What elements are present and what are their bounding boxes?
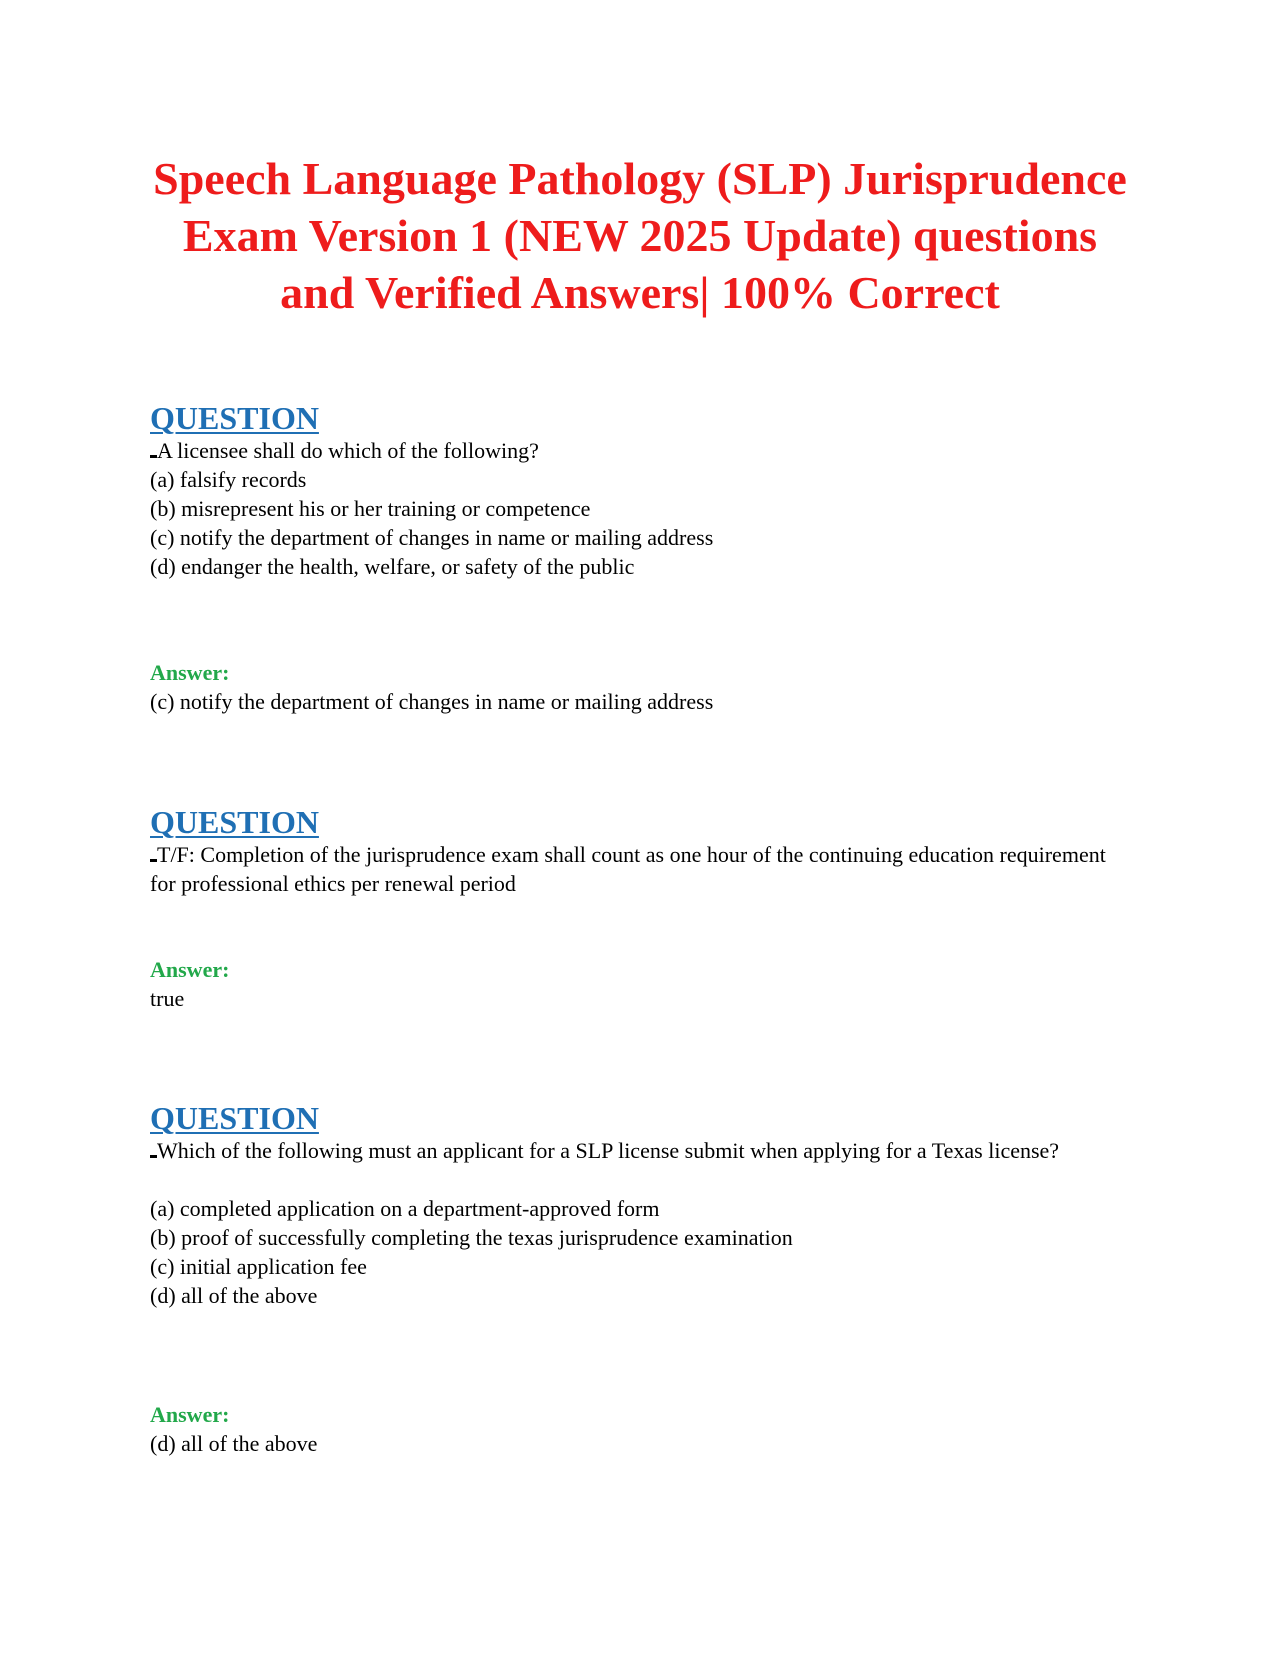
answer-blank-mark <box>150 440 157 458</box>
question-text-content: A licensee shall do which of the following? <box>157 438 539 463</box>
answer-blank-mark <box>150 844 157 862</box>
question-heading: QUESTION <box>150 1100 319 1136</box>
option-a: (a) completed application on a department-approved form <box>150 1196 660 1221</box>
option-d: (d) all of the above <box>150 1283 318 1308</box>
option-a: (a) falsify records <box>150 467 307 492</box>
answer-label: Answer: <box>150 1402 230 1427</box>
answer-label: Answer: <box>150 660 230 685</box>
question-block-1 <box>150 400 1130 581</box>
option-c: (c) notify the department of changes in name or mailing address <box>150 525 714 550</box>
option-d: (d) endanger the health, welfare, or safety of the public <box>150 554 635 579</box>
answer-blank-mark <box>150 1140 157 1158</box>
answer-text: (c) notify the department of changes in name or mailing address <box>150 689 714 714</box>
answer-label: Answer: <box>150 957 230 982</box>
option-b: (b) proof of successfully completing the texas jurisprudence examination <box>150 1225 793 1250</box>
question-text <box>150 840 1130 898</box>
answer-text: true <box>150 986 185 1011</box>
question-block-3 <box>150 1100 1130 1310</box>
question-text-content: T/F: Completion of the jurisprudence exam shall count as one hour of the continuing education requirement for professional ethics per renewal period <box>150 842 1106 896</box>
answer-block-3 <box>150 1400 1130 1458</box>
document-title: Speech Language Pathology (SLP) Jurisprudence Exam Version 1 (NEW 2025 Update) questions and Verified Answers| 100% Correct <box>153 153 1127 318</box>
spacer <box>150 1165 1130 1194</box>
question-heading: QUESTION <box>150 400 319 436</box>
option-c: (c) initial application fee <box>150 1254 367 1279</box>
question-heading: QUESTION <box>150 804 319 840</box>
question-text <box>150 1136 1130 1165</box>
answer-text: (d) all of the above <box>150 1431 318 1456</box>
answer-block-1 <box>150 658 1130 716</box>
option-b: (b) misrepresent his or her training or competence <box>150 496 591 521</box>
question-block-2 <box>150 804 1130 898</box>
answer-block-2 <box>150 955 1130 1013</box>
question-text <box>150 436 1130 465</box>
question-text-content: Which of the following must an applicant for a SLP license submit when applying for a Texas license? <box>157 1138 1060 1163</box>
